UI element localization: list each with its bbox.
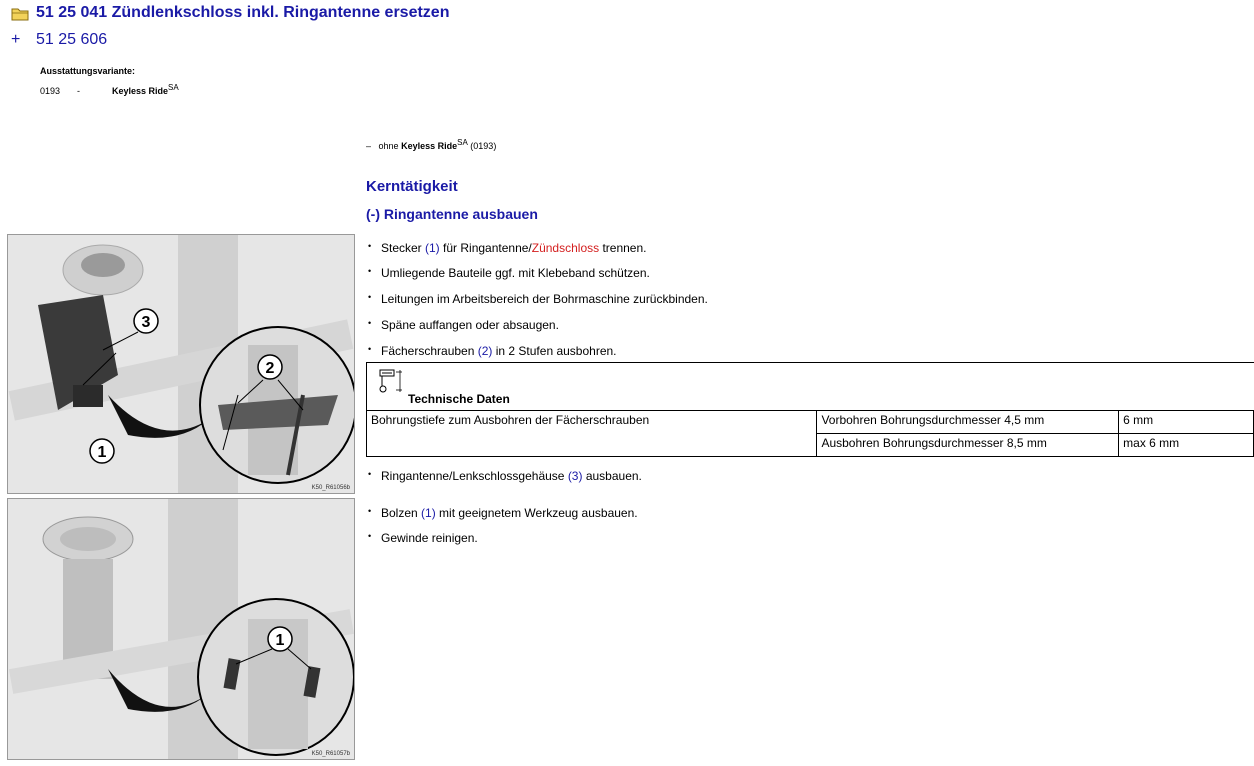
- table-cell: Ausbohren Bohrungsdurchmesser 8,5 mm: [817, 434, 1119, 457]
- caliper-icon: [374, 368, 404, 396]
- step-item: • Späne auffangen oder absaugen.: [368, 318, 559, 332]
- table-row: [367, 411, 1254, 434]
- technical-data-title: Technische Daten: [408, 392, 510, 406]
- page-title: 51 25 041 Zündlenkschloss inkl. Ringantenne ersetzen: [36, 4, 450, 21]
- condition-note: – ohne Keyless RideSA (0193): [366, 138, 497, 151]
- ref-2: (2): [477, 344, 493, 358]
- subsection-title: (-) Ringantenne ausbauen: [366, 206, 538, 222]
- ref-1: (1): [421, 506, 436, 520]
- related-procedure-link[interactable]: 51 25 606: [36, 31, 108, 48]
- step-item: • Umliegende Bauteile ggf. mit Klebeband schützen.: [368, 266, 650, 280]
- illustration-ignition-lock: [7, 234, 355, 494]
- table-cell: Bohrungstiefe zum Ausbohren der Fächerschrauben: [367, 411, 817, 457]
- section-title: Kerntätigkeit: [366, 178, 458, 195]
- equipment-dash: -: [77, 86, 80, 96]
- equipment-label: Ausstattungsvariante:: [40, 66, 136, 76]
- technical-data-block: [366, 362, 1254, 458]
- warning-link: Zündschloss: [531, 241, 600, 255]
- image-code: K50_R61057b: [311, 751, 350, 757]
- step-item: • Fächerschrauben (2) in 2 Stufen ausbohren.: [368, 344, 617, 358]
- callout-1: 1: [97, 444, 107, 461]
- illustration-bolts: [7, 498, 355, 760]
- table-cell: max 6 mm: [1119, 434, 1254, 457]
- image-code: K50_R61056b: [311, 485, 350, 491]
- ref-3: (3): [567, 469, 583, 483]
- expand-plus-icon[interactable]: +: [11, 31, 21, 48]
- step-item: • Ringantenne/Lenkschlossgehäuse (3) ausbauen.: [368, 469, 642, 483]
- step-item: • Leitungen im Arbeitsbereich der Bohrmaschine zurückbinden.: [368, 292, 708, 306]
- callout-2: 2: [265, 360, 275, 377]
- table-cell: Vorbohren Bohrungsdurchmesser 4,5 mm: [817, 411, 1119, 434]
- folder-icon: [11, 7, 29, 21]
- step-item: • Gewinde reinigen.: [368, 531, 478, 545]
- technical-data-table: [366, 410, 1254, 457]
- callout-3: 3: [141, 314, 151, 331]
- equipment-code: 0193: [40, 86, 61, 96]
- ref-1: (1): [425, 241, 440, 255]
- illustration-drawing: [8, 499, 354, 759]
- illustration-drawing: [8, 235, 354, 493]
- step-item: • Stecker (1) für Ringantenne/Zündschloss trennen.: [368, 241, 647, 255]
- callout-1: 1: [275, 632, 285, 649]
- equipment-name: Keyless RideSA: [112, 83, 179, 96]
- table-cell: 6 mm: [1119, 411, 1254, 434]
- step-item: • Bolzen (1) mit geeignetem Werkzeug ausbauen.: [368, 506, 638, 520]
